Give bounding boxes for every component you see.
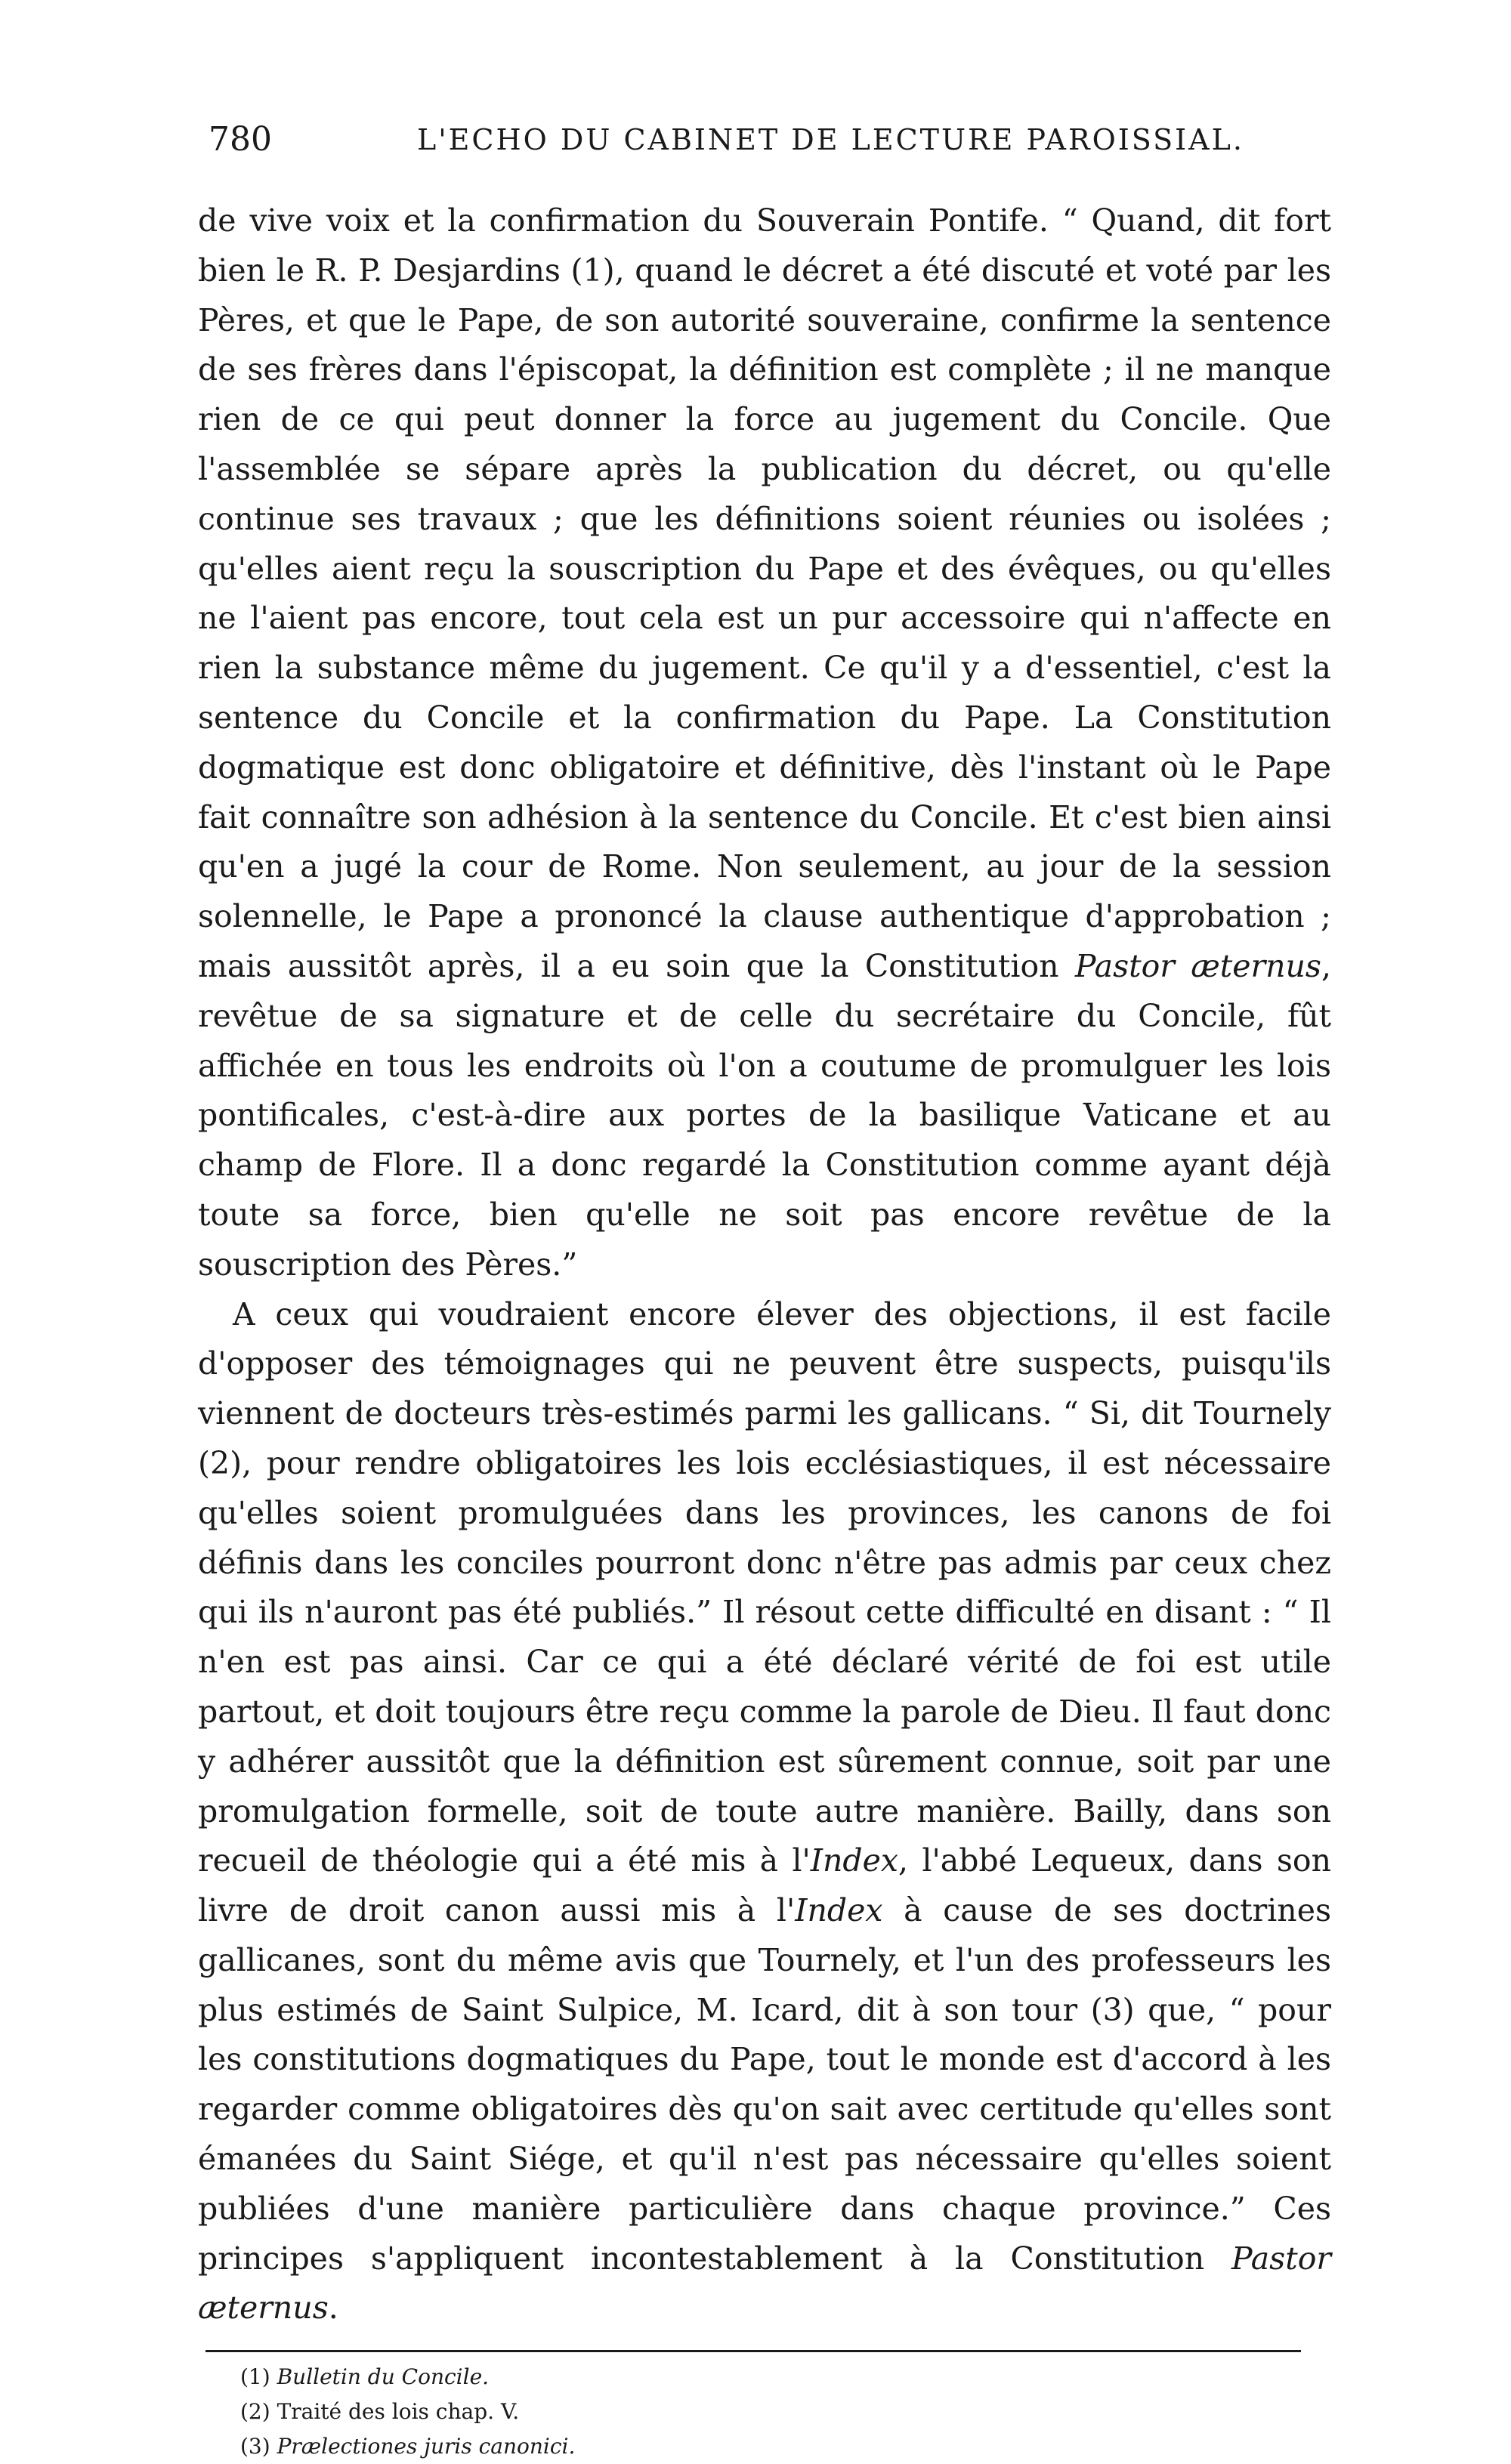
footnote-1 <box>240 2360 1331 2395</box>
paragraph-1 <box>198 196 1331 1290</box>
footnote-2-text: Traité des lois chap. V. <box>277 2399 520 2425</box>
footnote-3-text: Prælectiones juris canonici. <box>277 2434 576 2459</box>
footnote-1-number: (1) <box>240 2364 270 2390</box>
paragraph-1-text-a: de vive voix et la confirmation du Souverain Pontife. “ Quand, dit fort bien le R. P. Desjardins (1), quand le décret a été discuté et voté par les Pères, et que le Pape, de son autorité souveraine, confirme la sentence de ses frères dans l'épiscopat, la définition est complète ; il ne manque rien de ce qui peut donner la force au jugement du Concile. Que l'assemblée se sépare après la publication du décret, ou qu'elle continue ses travaux ; que les définitions soient réunies ou isolées ; qu'elles aient reçu la souscription du Pape et des évêques, ou qu'elles ne l'aient pas encore, tout cela est un pur accessoire qui n'affecte en rien la substance même du jugement. Ce qu'il y a d'essentiel, c'est la sentence du Concile et la confirmation du Pape. La Constitution dogmatique est donc obligatoire et définitive, dès l'instant où le Pape fait connaître son adhésion à la sentence du Concile. Et c'est bien ainsi qu'en a jugé la cour de Rome. Non seulement, au jour de la session solennelle, le Pape a prononcé la clause authentique d'approbation ; mais aussitôt après, il a eu soin que la Constitution <box>198 202 1331 984</box>
paragraph-2-text-b: , l'abbé Lequeux, dans son livre de droit canon aussi mis à l' <box>198 1842 1331 1929</box>
page <box>198 113 1331 2464</box>
paragraph-2-text-d: . <box>328 2290 338 2327</box>
paragraph-1-text-b: , revêtue de sa signature et de celle du secrétaire du Concile, fût affichée en tous les endroits où l'on a coutume de promulguer les lois pontificales, c'est-à-dire aux portes de la basilique Vaticane et au champ de Flore. Il a donc regardé la Constitution comme ayant déjà toute sa force, bien qu'elle ne soit pas encore revêtue de la souscription des Pères.” <box>198 947 1331 1283</box>
body-text <box>198 196 1331 2333</box>
paragraph-2-text-c: à cause de ses doctrines gallicanes, sont du même avis que Tournely, et l'un des professeurs les plus estimés de Saint Sulpice, M. Icard, dit à son tour (3) que, “ pour les constitutions dogmatiques du Pape, tout le monde est d'accord à les regarder comme obligatoires dès qu'on sait avec certitude qu'elles sont émanées du Saint Siége, et qu'il n'est pas nécessaire qu'elles soient publiées d'une manière particulière dans chaque province.” Ces principes s'appliquent incontestablement à la Constitution <box>198 1892 1331 2277</box>
index-reference-1: Index <box>810 1842 899 1879</box>
work-title-pastor-aeternus: Pastor æternus <box>1074 947 1321 984</box>
footnotes <box>198 2360 1331 2464</box>
paragraph-2 <box>198 1290 1331 2334</box>
page-number: 780 <box>209 120 272 159</box>
footnote-2 <box>240 2395 1331 2429</box>
footnote-3 <box>240 2429 1331 2464</box>
footnote-1-text: Bulletin du Concile. <box>277 2364 490 2390</box>
footnote-3-number: (3) <box>240 2434 270 2459</box>
footnote-2-number: (2) <box>240 2399 270 2425</box>
running-head <box>198 113 1331 166</box>
paragraph-2-text-a: A ceux qui voudraient encore élever des objections, il est facile d'opposer des témoignages qui ne peuvent être suspects, puisqu'ils viennent de docteurs très-estimés parmi les gallicans. “ Si, dit Tournely (2), pour rendre obligatoires les lois ecclésiastiques, il est nécessaire qu'elles soient promulguées dans les provinces, les canons de foi définis dans les conciles pourront donc n'être pas admis par ceux chez qui ils n'auront pas été publiés.” Il résout cette difficulté en disant : “ Il n'en est pas ainsi. Car ce qui a été déclaré vérité de foi est utile partout, et doit toujours être reçu comme la parole de Dieu. Il faut donc y adhérer aussitôt que la définition est sûrement connue, soit par une promulgation formelle, soit de toute autre manière. Bailly, dans son recueil de théologie qui a été mis à l' <box>198 1295 1331 1879</box>
journal-title: L'ECHO DU CABINET DE LECTURE PAROISSIAL. <box>417 123 1244 156</box>
work-title-pastor-aeternus-2: Pastor æternus <box>198 2240 1331 2327</box>
index-reference-2: Index <box>795 1892 883 1929</box>
footnote-divider <box>205 2350 1301 2352</box>
